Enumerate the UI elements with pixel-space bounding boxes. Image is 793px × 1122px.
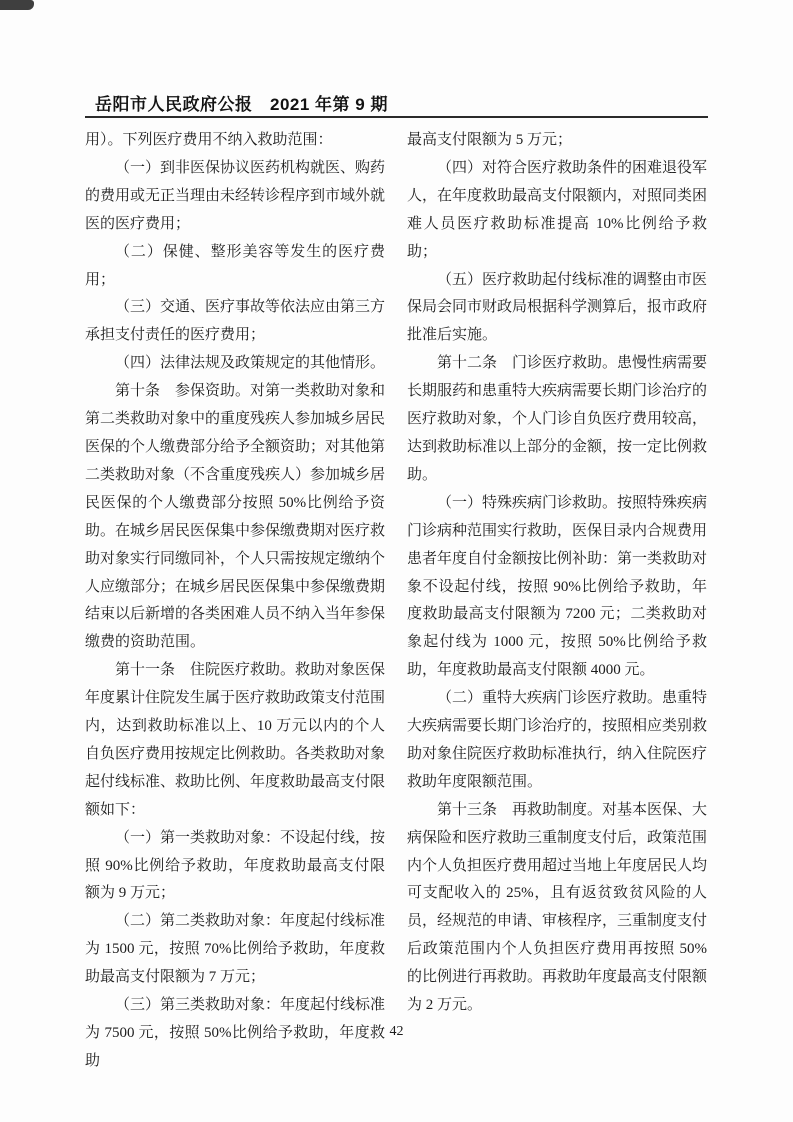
- scan-artifact: [0, 0, 34, 10]
- paragraph: （一）到非医保协议医药机构就医、购药的费用或无正当理由未经转诊程序到市域外就医的医疗费用；: [85, 159, 386, 232]
- paragraph: （二）重特大疾病门诊医疗救助。患重特大疾病需要长期门诊治疗的，按照相应类别救助对象住院医疗救助标准执行，纳入住院医疗救助年度限额范围。: [407, 690, 708, 790]
- body-columns: [85, 127, 707, 1076]
- paragraph: 第十一条 住院医疗救助。救助对象医保年度累计住院发生属于医疗救助政策支付范围内，达到救助标准以上、10 万元以内的个人自负医疗费用按规定比例救助。各类救助对象起付线标准、救助比例、年度救助最高支付限额如下：: [85, 662, 386, 818]
- page-header-title: 岳阳市人民政府公报 2021 年第 9 期: [95, 95, 388, 114]
- right-column: [407, 127, 707, 1076]
- page-number: 42: [389, 1024, 404, 1039]
- paragraph: （四）对符合医疗救助条件的困难退役军人，在年度救助最高支付限额内，对照同类困难人员医疗救助标准提高 10%比例给予救助；: [407, 159, 708, 260]
- paragraph: （五）医疗救助起付线标准的调整由市医保局会同市财政局根据科学测算后，报市政府批准后实施。: [407, 271, 708, 344]
- header-rule: [85, 116, 708, 118]
- paragraph: （一）第一类救助对象：不设起付线，按照 90%比例给予救助，年度救助最高支付限额为 9 万元；: [85, 829, 386, 902]
- paragraph: （二）保健、整形美容等发生的医疗费用；: [85, 243, 385, 288]
- page-footer: [0, 1024, 793, 1040]
- paragraph: （三）第三类救助对象：年度起付线标准为 7500 元，按照 50%比例给予救助，年度救助: [85, 997, 386, 1069]
- paragraph: 第十条 参保资助。对第一类救助对象和第二类救助对象中的重度残疾人参加城乡居民医保的个人缴费部分给予全额资助；对其他第二类救助对象（不含重度残疾人）参加城乡居民医保的个人缴费部分按照 50%比例给予资助。在城乡居民医保集中参保缴费期对医疗救助对象实行同缴同补，个人只需按规定缴纳个人应缴部分；在城乡居民医保集中参保缴费期结束以后新增的各类困难人员不纳入当年参保缴费的资助范围。: [85, 383, 386, 651]
- paragraph: （三）交通、医疗事故等依法应由第三方承担支付责任的医疗费用；: [85, 299, 386, 344]
- left-column: [85, 127, 385, 1076]
- paragraph: 第十二条 门诊医疗救助。患慢性病需要长期服药和患重特大疾病需要长期门诊治疗的医疗救助对象，个人门诊自负医疗费用较高，达到救助标准以上部分的金额，按一定比例救助。: [407, 355, 708, 483]
- paragraph: 第十三条 再救助制度。对基本医保、大病保险和医疗救助三重制度支付后，政策范围内个人负担医疗费用超过当地上年度居民人均可支配收入的 25%，且有返贫致贫风险的人员，经规范的申请、审核程序，三重制度支付后政策范围内个人负担医疗费用再按照 50%的比例进行再救助。再救助年度最高支付限额为 2 万元。: [407, 801, 708, 1014]
- paragraph: （二）第二类救助对象：年度起付线标准为 1500 元，按照 70%比例给予救助，年度救助最高支付限额为 7 万元；: [85, 913, 386, 986]
- paragraph: 用）。下列医疗费用不纳入救助范围：: [85, 132, 333, 148]
- paragraph: （一）特殊疾病门诊救助。按照特殊疾病门诊病种范围实行救助，医保目录内合规费用患者年度自付金额按比例补助：第一类救助对象不设起付线，按照 90%比例给予救助，年度救助最高支付限额为 7200 元；二类救助对象起付线为 1000 元，按照 50%比例给予救助，年度救助最高支付限额 4000 元。: [407, 494, 708, 679]
- paragraph: 最高支付限额为 5 万元；: [407, 132, 573, 148]
- paragraph: （四）法律法规及政策规定的其他情形。: [115, 355, 386, 372]
